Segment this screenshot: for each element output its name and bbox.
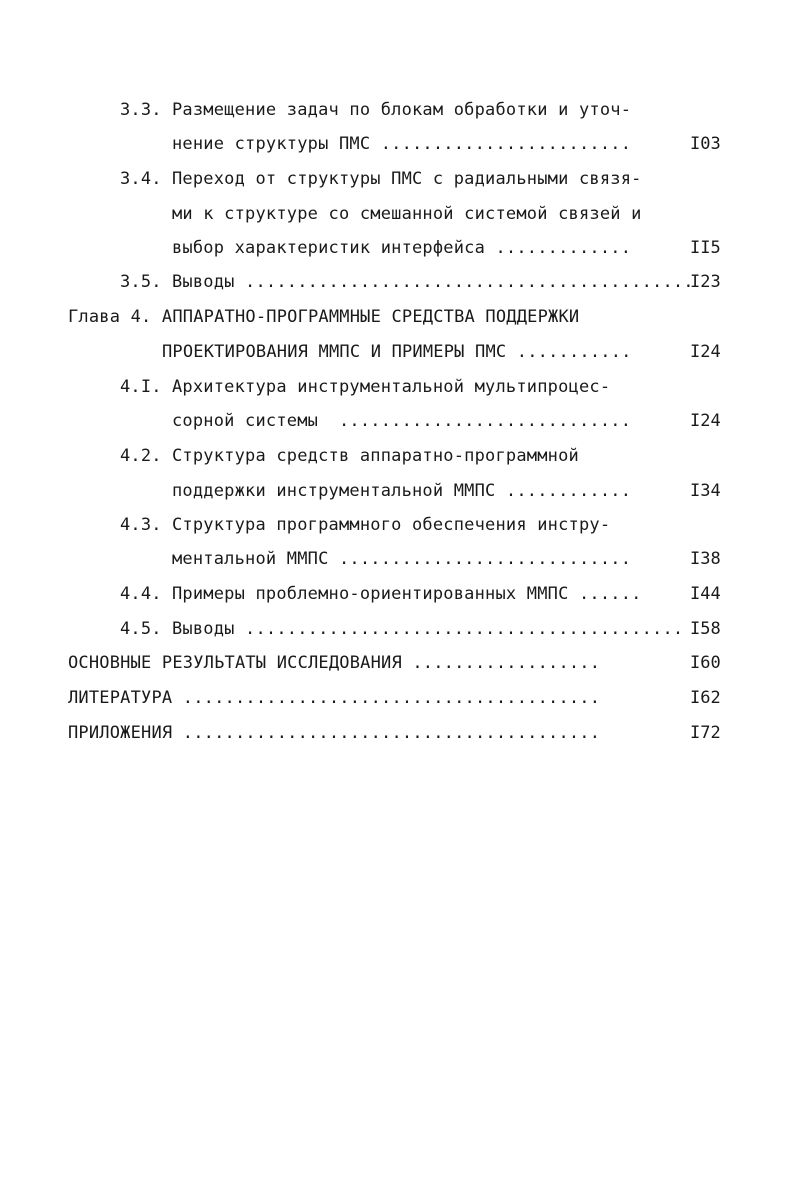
toc-number-4-5: 4.5. bbox=[120, 619, 162, 639]
toc-number-4-3: 4.3. bbox=[120, 515, 162, 535]
toc-title-3-3-line2: нение структуры ПМС ........................ bbox=[172, 134, 632, 154]
toc-results: ОСНОВНЫЕ РЕЗУЛЬТАТЫ ИССЛЕДОВАНИЯ .................. bbox=[68, 653, 601, 673]
toc-page-4-3: I38 bbox=[690, 549, 721, 569]
toc-title-4-5: Выводы .......................................... bbox=[172, 619, 684, 639]
toc-page-4-1: I24 bbox=[690, 411, 721, 431]
toc-title-4-2-line1: Структура средств аппаратно-программной bbox=[172, 446, 579, 466]
toc-title-3-4-line3: выбор характеристик интерфейса ............. bbox=[172, 238, 632, 258]
toc-title-3-5: Выводы ........................................... bbox=[172, 272, 694, 292]
toc-chapter-4-line1: Глава 4. АППАРАТНО-ПРОГРАММНЫЕ СРЕДСТВА ПОДДЕРЖКИ bbox=[68, 307, 580, 327]
toc-page-appendix: I72 bbox=[690, 723, 721, 743]
toc-page-3-4: II5 bbox=[690, 238, 721, 258]
toc-title-4-2-line2: поддержки инструментальной ММПС ............ bbox=[172, 481, 632, 501]
toc-title-4-1-line1: Архитектура инструментальной мультипроцес- bbox=[172, 377, 611, 397]
toc-number-3-5: 3.5. bbox=[120, 272, 162, 292]
toc-number-4-4: 4.4. bbox=[120, 584, 162, 604]
toc-page-4-5: I58 bbox=[690, 619, 721, 639]
toc-number-4-2: 4.2. bbox=[120, 446, 162, 466]
toc-title-3-4-line2: ми к структуре со смешанной системой связей и bbox=[172, 204, 642, 224]
toc-page-literature: I62 bbox=[690, 688, 721, 708]
toc-chapter-4-line2: ПРОЕКТИРОВАНИЯ ММПС И ПРИМЕРЫ ПМС ........... bbox=[162, 342, 632, 362]
toc-title-4-3-line2: ментальной ММПС ............................ bbox=[172, 549, 632, 569]
toc-title-4-1-line2: сорной системы ............................ bbox=[172, 411, 632, 431]
toc-number-3-4: 3.4. bbox=[120, 169, 162, 189]
toc-title-4-3-line1: Структура программного обеспечения инстру- bbox=[172, 515, 611, 535]
toc-title-4-4: Примеры проблемно-ориентированных ММПС ...... bbox=[172, 584, 642, 604]
toc-title-3-4-line1: Переход от структуры ПМС с радиальными связя- bbox=[172, 169, 642, 189]
toc-page-3-5: I23 bbox=[690, 272, 721, 292]
toc-page-results: I60 bbox=[690, 653, 721, 673]
toc-page-chapter-4: I24 bbox=[690, 342, 721, 362]
toc-number-3-3: 3.3. bbox=[120, 100, 162, 120]
toc-literature: ЛИТЕРАТУРА ........................................ bbox=[68, 688, 601, 708]
toc-page-3-3: I03 bbox=[690, 134, 721, 154]
toc-number-4-1: 4.I. bbox=[120, 377, 162, 397]
toc-title-3-3-line1: Размещение задач по блокам обработки и уточ- bbox=[172, 100, 632, 120]
toc-page-4-2: I34 bbox=[690, 481, 721, 501]
toc-page-4-4: I44 bbox=[690, 584, 721, 604]
toc-appendix: ПРИЛОЖЕНИЯ ........................................ bbox=[68, 723, 601, 743]
